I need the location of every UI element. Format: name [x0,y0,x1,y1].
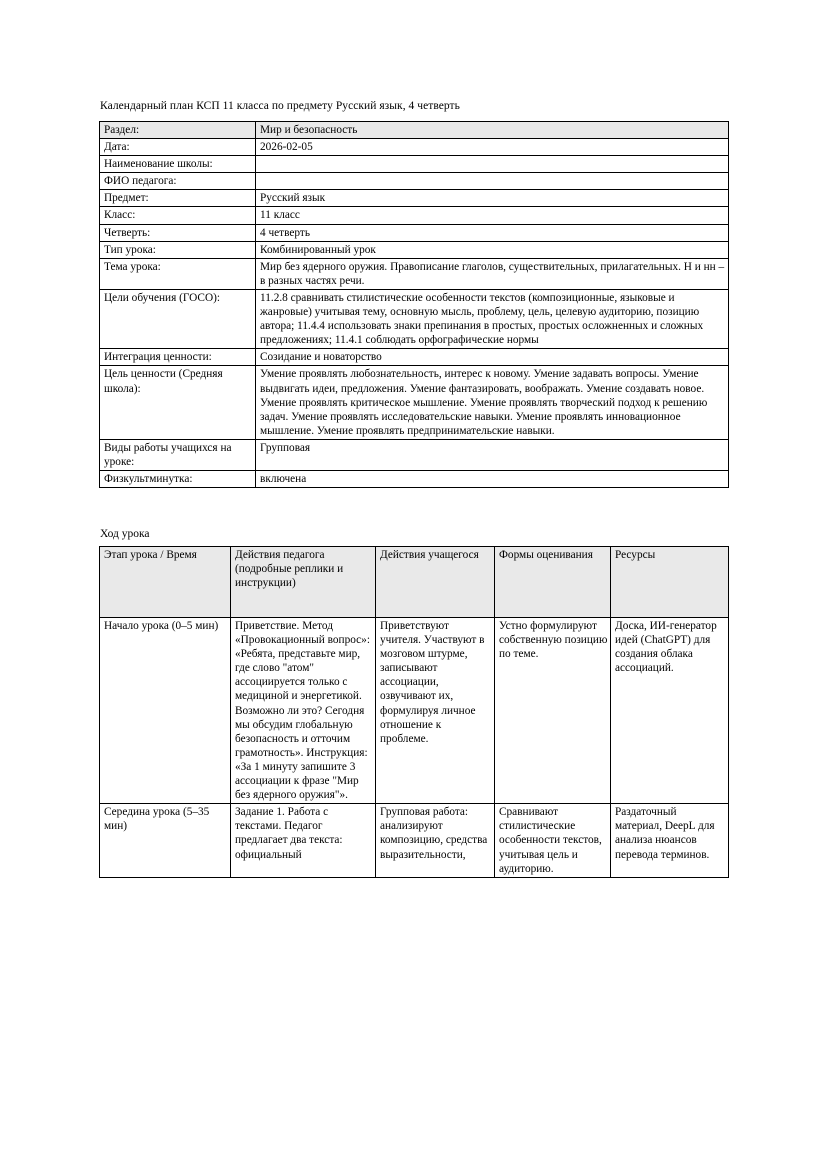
column-header-resources: Ресурсы [611,547,729,618]
info-label: Виды работы учащихся на уроке: [100,439,256,470]
cell-resources: Доска, ИИ-генератор идей (ChatGPT) для создания облака ассоциаций. [611,618,729,804]
info-value: 4 четверть [256,224,729,241]
lesson-flow-table [99,546,729,878]
info-label: Дата: [100,139,256,156]
table-row [100,618,729,804]
info-value: Созидание и новаторство [256,349,729,366]
info-label: Четверть: [100,224,256,241]
table-row [100,804,729,877]
table-header-row [100,547,729,618]
table-row [100,349,729,366]
info-value [256,156,729,173]
info-label: Наименование школы: [100,156,256,173]
cell-student-actions: Приветствуют учителя. Участвуют в мозговом штурме, записывают ассоциации, озвучивают их, формулируя личное отношение к проблеме. [376,618,495,804]
info-label: Класс: [100,207,256,224]
table-row [100,258,729,289]
cell-teacher-actions: Приветствие. Метод «Провокационный вопрос»: «Ребята, представьте мир, где слово "атом" ассоциируется только с медициной и энергетикой. Возможно ли это? Сегодня мы обсудим глобальную безопасность и отточим грамотность». Инструкция: «За 1 минуту запишите 3 ассоциации к фразе "Мир без ядерного оружия"». [231,618,376,804]
info-value: Мир без ядерного оружия. Правописание глаголов, существительных, прилагательных. Н и нн – в разных частях речи. [256,258,729,289]
info-label: Тип урока: [100,241,256,258]
column-header-stage: Этап урока / Время [100,547,231,618]
info-value: 2026-02-05 [256,139,729,156]
flow-table-body [100,618,729,878]
cell-assessment: Устно формулируют собственную позицию по теме. [495,618,611,804]
info-label: ФИО педагога: [100,173,256,190]
page-title: Календарный план КСП 11 класса по предмету Русский язык, 4 четверть [100,100,460,112]
info-label: Тема урока: [100,258,256,289]
table-row [100,471,729,488]
table-row [100,156,729,173]
info-label: Интеграция ценности: [100,349,256,366]
cell-stage: Начало урока (0–5 мин) [100,618,231,804]
info-value: Русский язык [256,190,729,207]
table-row [100,289,729,348]
info-table-body [100,122,729,488]
flow-table-head [100,547,729,618]
table-row [100,439,729,470]
info-label: Раздел: [100,122,256,139]
info-value [256,173,729,190]
table-row [100,173,729,190]
column-header-assessment: Формы оценивания [495,547,611,618]
info-label: Предмет: [100,190,256,207]
info-value: Мир и безопасность [256,122,729,139]
info-value: Групповая [256,439,729,470]
info-value: 11.2.8 сравнивать стилистические особенности текстов (композиционные, языковые и жанровые) учитывая тему, основную мысль, проблему, цель, целевую аудиторию, позицию автора; 11.4.4 использовать знаки препинания в простых, простых осложненных и сложных предложениях; 11.4.1 соблюдать орфографические нормы [256,289,729,348]
info-label: Цели обучения (ГОСО): [100,289,256,348]
cell-stage: Середина урока (5–35 мин) [100,804,231,877]
column-header-student-actions: Действия учащегося [376,547,495,618]
table-row [100,366,729,439]
cell-assessment: Сравнивают стилистические особенности текстов, учитывая цель и аудиторию. [495,804,611,877]
info-value: Умение проявлять любознательность, интерес к новому. Умение задавать вопросы. Умение выдвигать идеи, предложения. Умение фантазировать, воображать. Умение создавать новое. Умение проявлять критическое мышление. Умение проявлять творческий подход к решению задач. Умение проявлять исследовательские навыки. Умение проявлять инновационное мышление. Умение проявлять предпринимательские навыки. [256,366,729,439]
table-row [100,139,729,156]
info-label: Цель ценности (Средняя школа): [100,366,256,439]
cell-resources: Раздаточный материал, DeepL для анализа нюансов перевода терминов. [611,804,729,877]
table-row [100,190,729,207]
lesson-flow-heading: Ход урока [100,528,150,540]
cell-teacher-actions: Задание 1. Работа с текстами. Педагог предлагает два текста: официальный [231,804,376,877]
cell-student-actions: Групповая работа: анализируют композицию, средства выразительности, [376,804,495,877]
table-row [100,122,729,139]
table-row [100,207,729,224]
column-header-teacher-actions: Действия педагога (подробные реплики и инструкции) [231,547,376,618]
info-value: 11 класс [256,207,729,224]
table-row [100,241,729,258]
info-value: Комбинированный урок [256,241,729,258]
table-row [100,224,729,241]
lesson-info-table [99,121,729,488]
info-label: Физкультминутка: [100,471,256,488]
info-value: включена [256,471,729,488]
